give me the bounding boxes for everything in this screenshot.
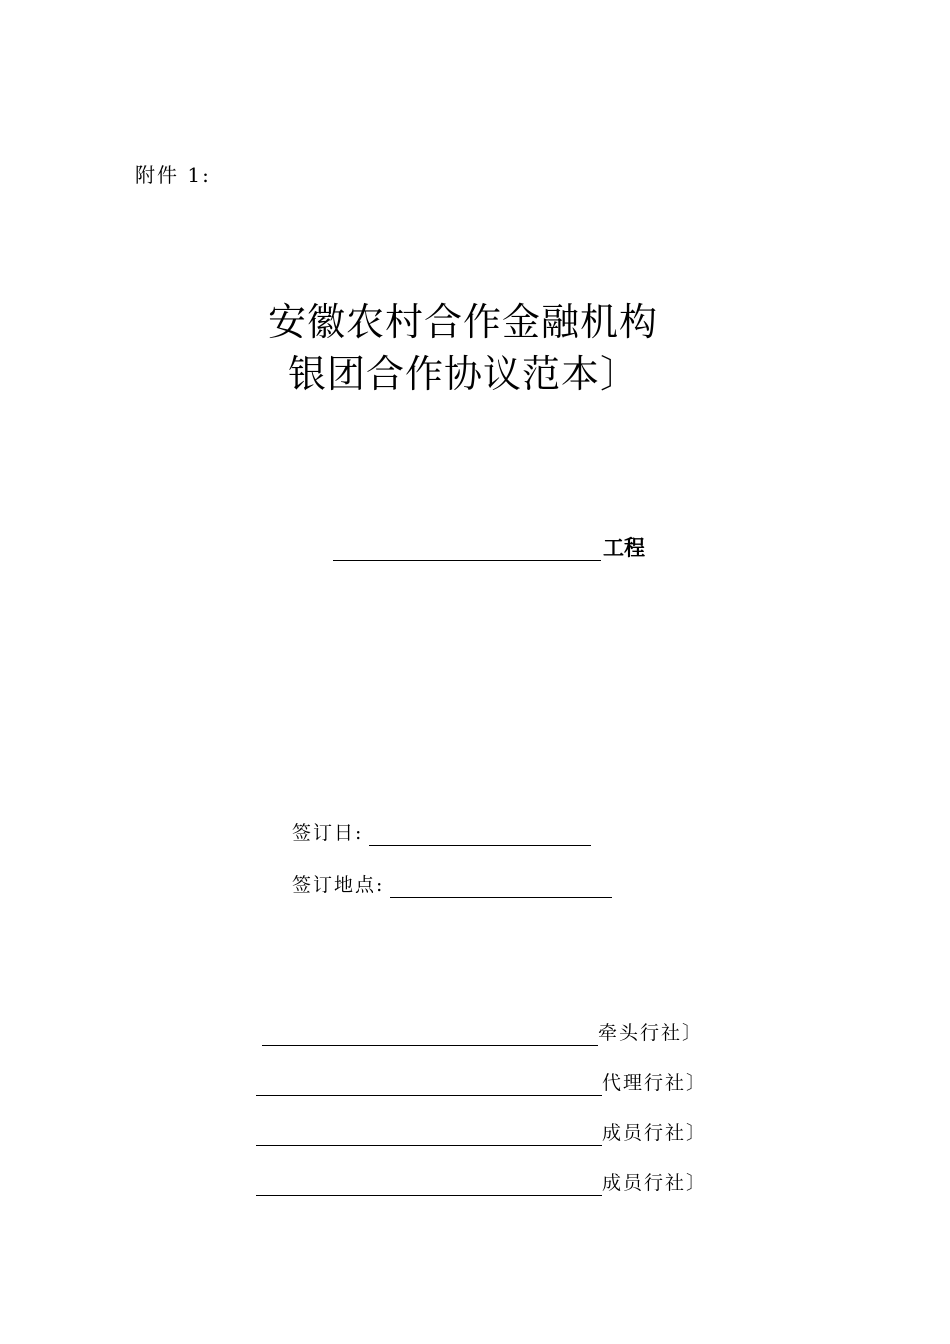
agent-bank-blank[interactable] (256, 1071, 602, 1096)
project-field (333, 534, 645, 564)
signing-date-label: 签订日: (292, 822, 364, 844)
signing-place-label: 签订地点: (292, 874, 385, 896)
attachment-label: 附件 1: (135, 163, 211, 187)
project-label: 工程 (603, 536, 645, 560)
member-bank-label: 成员行社〕 (602, 1172, 708, 1194)
member-bank-field (256, 1120, 707, 1146)
signing-date-blank[interactable] (369, 823, 591, 846)
lead-bank-blank[interactable] (262, 1021, 598, 1046)
member-bank-blank[interactable] (256, 1171, 602, 1196)
member-bank-field (256, 1170, 707, 1196)
project-name-blank[interactable] (333, 534, 601, 561)
member-bank-label: 成员行社〕 (602, 1122, 708, 1144)
lead-bank-field (262, 1020, 703, 1046)
document-title-line2: 银团合作协议范本〕 (288, 352, 640, 396)
agent-bank-label: 代理行社〕 (602, 1072, 708, 1094)
member-bank-blank[interactable] (256, 1121, 602, 1146)
agent-bank-field (256, 1070, 707, 1096)
document-title-line1: 安徽农村合作金融机构 (268, 300, 659, 344)
lead-bank-label: 牵头行社〕 (598, 1022, 704, 1044)
signing-date-field (292, 820, 591, 846)
signing-place-field (292, 872, 612, 898)
signing-place-blank[interactable] (390, 875, 612, 898)
